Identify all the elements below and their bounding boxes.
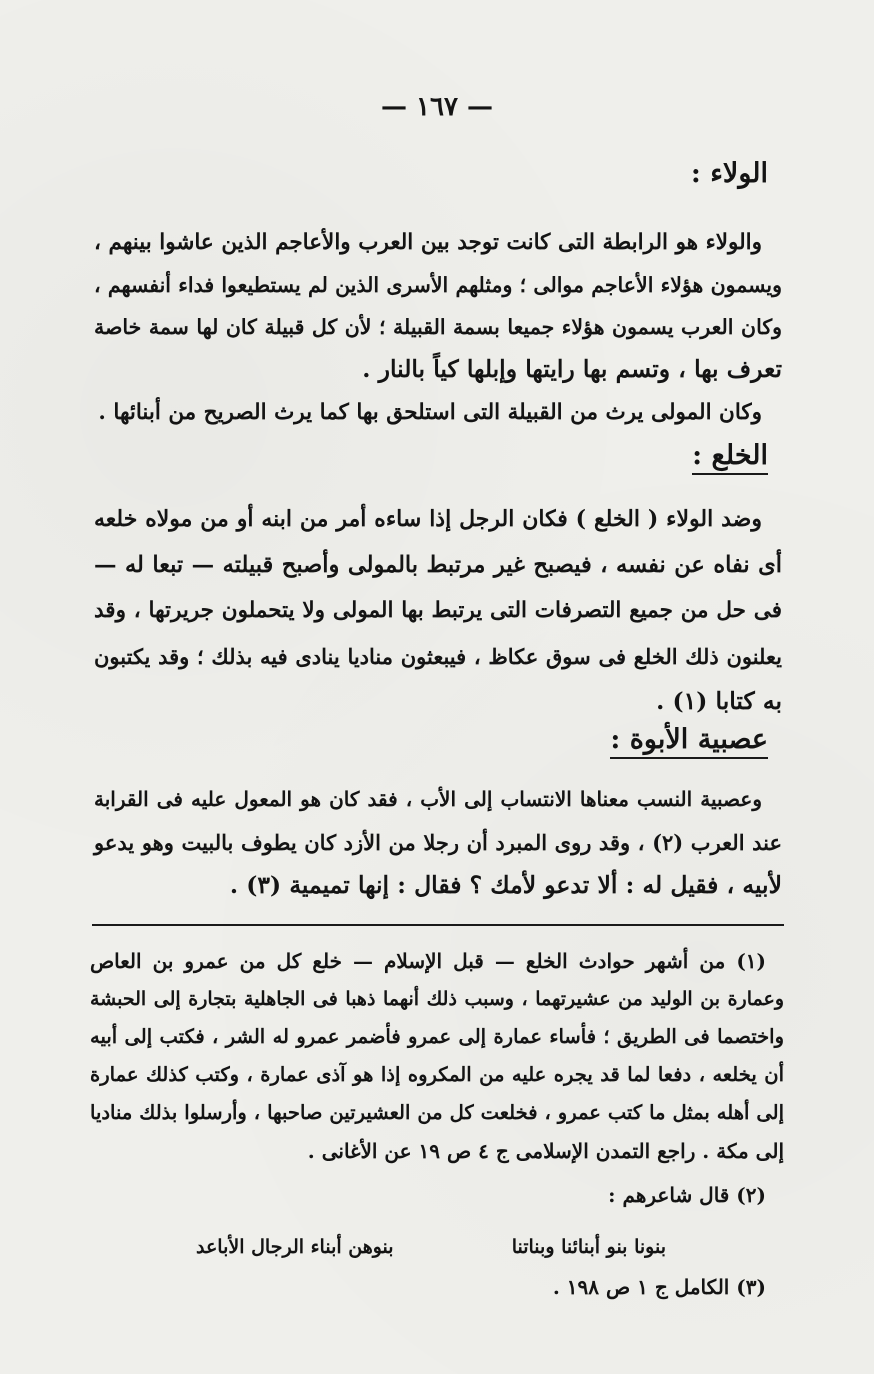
section-heading-khal: الخلع : — [692, 440, 768, 475]
paragraph-line: والولاء هو الرابطة التى كانت توجد بين العرب والأعاجم الذين عاشوا بينهم ، — [94, 230, 762, 255]
paragraph-line: يعلنون ذلك الخلع فى سوق عكاظ ، فيبعثون مناديا ينادى فيه بذلك ؛ وقد يكتبون — [94, 644, 782, 669]
poem-verse — [196, 1236, 666, 1258]
footnote-line: أن يخلعه ، دفعا لما قد يجره عليه من المكروه إذا هو آذى عمارة ، وكتب كذلك عمارة — [90, 1063, 784, 1086]
section-heading-wala: الولاء : — [690, 158, 768, 189]
footnote-line: وعمارة بن الوليد من عشيرتهما ، وسبب ذلك أنهما ذهبا فى الجاهلية بتجارة إلى الحبشة — [90, 988, 784, 1010]
page-number: — ١٦٧ — — [380, 92, 494, 122]
paragraph-line: لأبيه ، فقيل له : ألا تدعو لأمك ؟ فقال : إنها تميمية (٣) . — [229, 871, 782, 899]
paragraph-line: وضد الولاء ( الخلع ) فكان الرجل إذا ساءه أمر من ابنه أو من مولاه خلعه — [94, 506, 762, 532]
paragraph-line: وعصبية النسب معناها الانتساب إلى الأب ، فقد كان هو المعول عليه فى القرابة — [94, 787, 762, 811]
footnote-line: (٣) الكامل ج ١ ص ١٩٨ . — [552, 1275, 766, 1299]
paragraph-line: وكان العرب يسمون هؤلاء جميعا بسمة القبيلة ؛ لأن كل قبيلة كان لها سمة خاصة — [94, 315, 782, 339]
verse-hemistich-first: بنونا بنو أبنائنا وبناتنا — [511, 1236, 666, 1258]
paragraph-line: أى نفاه عن نفسه ، فيصبح غير مرتبط بالمولى وأصبح قبيلته — تبعا له — — [94, 552, 782, 578]
footnote-separator — [92, 924, 784, 926]
paragraph-line: به كتابا (١) . — [656, 687, 782, 715]
footnote-line: واختصما فى الطريق ؛ فأساء عمارة إلى عمرو فأضمر عمرو له الشر ، فكتب إلى أبيه — [90, 1025, 784, 1048]
footnote-line: إلى أهله بمثل ما كتب عمرو ، فخلعت كل من العشيرتين صاحبها ، وأرسلوا بذلك مناديا — [90, 1101, 784, 1124]
paragraph-line: وكان المولى يرث من القبيلة التى استلحق بها كما يرث الصريح من أبنائها . — [98, 400, 762, 425]
paragraph-line: عند العرب (٢) ، وقد روى المبرد أن رجلا من الأزد كان يطوف بالبيت وهو يدعو — [94, 830, 783, 855]
footnote-line: (١) من أشهر حوادث الخلع — قبل الإسلام — خلع كل من عمرو بن العاص — [90, 949, 766, 973]
section-heading-asabiya: عصبية الأبوة : — [610, 724, 768, 759]
footnote-line: إلى مكة . راجع التمدن الإسلامى ج ٤ ص ١٩ عن الأغانى . — [307, 1139, 784, 1163]
paragraph-line: فى حل من جميع التصرفات التى يرتبط بها المولى ولا يتحملون جريرتها ، وقد — [94, 598, 782, 623]
paragraph-line: ويسمون هؤلاء الأعاجم موالى ؛ ومثلهم الأسرى الذين لم يستطيعوا فداء أنفسهم ، — [94, 273, 782, 297]
paragraph-line: تعرف بها ، وتسم بها رايتها وإبلها كياً بالنار . — [362, 355, 782, 383]
verse-hemistich-second: بنوهن أبناء الرجال الأباعد — [196, 1236, 394, 1258]
footnote-line: (٢) قال شاعرهم : — [608, 1183, 766, 1207]
